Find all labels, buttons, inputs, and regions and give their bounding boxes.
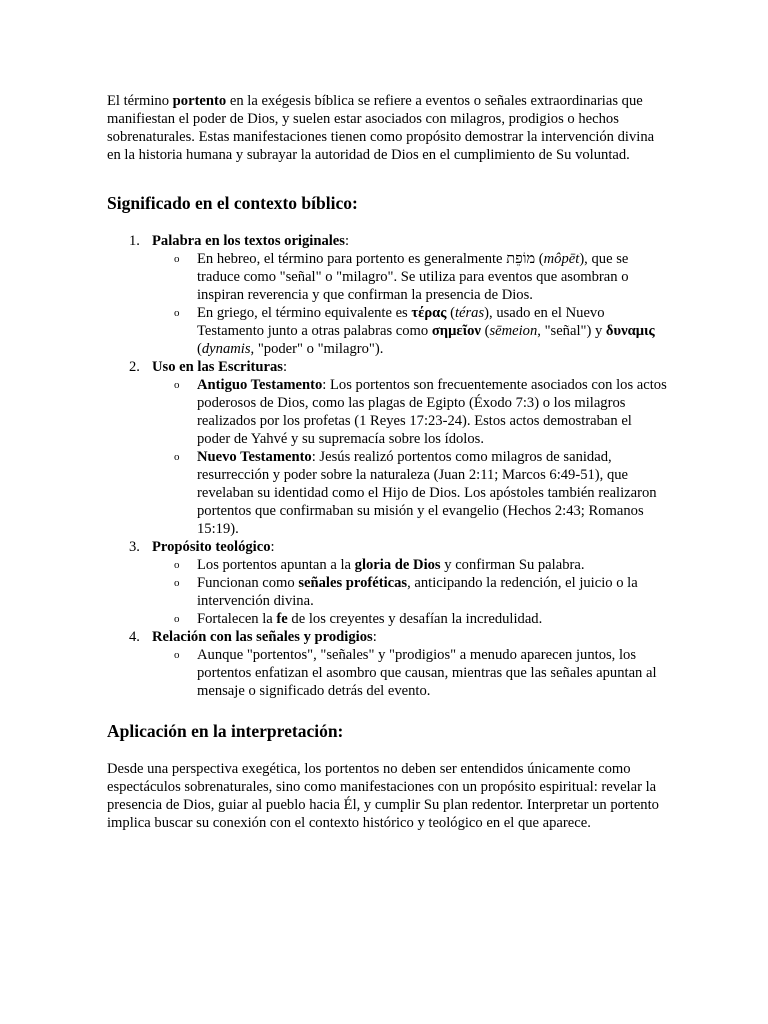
list-item-colon: : (270, 539, 275, 555)
sub-item-text: : Los portentos son frecuentemente asociados con los actos poderosos de Dios, como las plagas de Egipto (Éxodo 7:3) o los milagros realizados por los profetas (1 Reyes 17:23-24). Estos actos demostraban el poder de Yahvé y su supremacía sobre los ídolos. (197, 377, 667, 447)
heading-significado: Significado en el contexto bíblico: (107, 193, 358, 213)
sub-item-antiguo (152, 376, 667, 448)
sub-item-bold: Nuevo Testamento (197, 449, 312, 465)
sub-item-text: , "señal") y (537, 323, 606, 339)
sub-item-fe (152, 610, 667, 628)
sub-item-text: Funcionan como (197, 575, 299, 591)
sub-item-text: Aunque "portentos", "señales" y "prodigios" a menudo aparecen juntos, los portentos enfatizan el asombro que causan, mientras que las señales apuntan al mensaje o significado detrás del evento. (197, 647, 657, 699)
sub-item-text: : Jesús realizó portentos como milagros de sanidad, resurrección y poder sobre la naturaleza (Juan 2:11; Marcos 6:49-51), que revelaban su identidad como el Hijo de Dios. Los apóstoles también realizaron portentos que confirmaban su misión y el evangelio (Hechos 2:43; Romanos 15:19). (197, 449, 657, 537)
sub-item-bold: Antiguo Testamento (197, 377, 323, 393)
sub-item-bold: fe (276, 611, 288, 627)
sub-item-bold: gloria de Dios (354, 557, 441, 573)
sub-item-nuevo (152, 448, 667, 538)
bullet-marker: o (174, 613, 180, 625)
bullet-marker: o (174, 307, 180, 319)
transliteration: sēmeion (489, 323, 538, 339)
sub-list (152, 376, 667, 538)
list-item-title: Palabra en los textos originales (152, 233, 345, 249)
list-item-palabra (107, 232, 667, 358)
sub-item-bold: señales proféticas (298, 575, 408, 591)
greek-word-teras: τέρας (411, 305, 447, 321)
aplicacion-paragraph: Desde una perspectiva exegética, los portentos no deben ser entendidos únicamente como espectáculos sobrenaturales, sino como manifestaciones con un propósito espiritual: revelar la presencia de Dios, guiar al pueblo hacia Él, y cumplir Su plan redentor. Interpretar un portento implica buscar su conexión con el contexto histórico y teológico en el que aparece. (107, 761, 659, 831)
list-item-proposito (107, 538, 667, 628)
bullet-marker: o (174, 253, 180, 265)
heading-aplicacion: Aplicación en la interpretación: (107, 721, 344, 741)
document-content (107, 92, 667, 832)
hebrew-word: מוֹפֵת (506, 251, 536, 267)
list-item-colon: : (344, 233, 350, 249)
sub-list (152, 250, 667, 358)
sub-item-gloria (152, 556, 667, 574)
sub-item-text: En griego, el término equivalente es (197, 305, 412, 321)
sub-item-text: ), que se traduce como "señal" o "milagro". Se utiliza para eventos que asombran o inspiran reverencia y que confirman la presencia de Dios. (197, 251, 629, 303)
bullet-marker: o (174, 577, 180, 589)
sub-item-griego (152, 304, 667, 358)
list-number: 2. (129, 359, 140, 375)
transliteration: dynamis (201, 341, 251, 357)
list-item-relacion (107, 628, 667, 700)
bullet-marker: o (174, 649, 180, 661)
intro-term-portento: portento (172, 93, 227, 109)
bullet-marker: o (174, 559, 180, 571)
sub-item-text: ), usado en el Nuevo Testamento junto a otras palabras como (197, 305, 605, 339)
intro-text: El término (107, 93, 173, 109)
bullet-marker: o (174, 379, 180, 391)
sub-item-senales (152, 574, 667, 610)
sub-item-text: En hebreo, el término para portento es generalmente (197, 251, 507, 267)
sub-item-text: ( (446, 305, 455, 321)
bullet-marker: o (174, 451, 180, 463)
list-number: 1. (129, 233, 140, 249)
sub-list (152, 646, 667, 700)
sub-item-text: ( (480, 323, 490, 339)
sub-item-text: ( (197, 341, 202, 357)
list-number: 4. (129, 629, 140, 645)
sub-list (152, 556, 667, 628)
list-item-title: Relación con las señales y prodigios (152, 629, 373, 645)
list-item-colon: : (282, 359, 288, 375)
intro-paragraph (107, 92, 667, 164)
sub-item-text: de los creyentes y desafían la incredulidad. (287, 611, 543, 627)
sub-item-text: ( (535, 251, 544, 267)
numbered-list (107, 232, 667, 700)
list-item-colon: : (372, 629, 377, 645)
list-item-title: Propósito teológico (152, 539, 271, 555)
list-item-title: Uso en las Escrituras (152, 359, 283, 375)
sub-item-aunque (152, 646, 667, 700)
sub-item-text: y confirman Su palabra. (440, 557, 585, 573)
sub-item-text: Los portentos apuntan a la (197, 557, 355, 573)
intro-text-rest: en la exégesis bíblica se refiere a eventos o señales extraordinarias que manifiestan el poder de Dios, y suelen estar asociados con milagros, prodigios o hechos sobrenaturales. Estas manifestaciones tienen como propósito demostrar la intervención divina en la historia humana y subrayar la autoridad de Dios en el cumplimiento de Su voluntad. (107, 93, 655, 163)
sub-item-text: , "poder" o "milagro"). (250, 341, 384, 357)
sub-item-text: Fortalecen la (197, 611, 277, 627)
greek-word-dynamis: δυναμις (605, 323, 655, 339)
list-number: 3. (129, 539, 140, 555)
sub-item-text: , anticipando la redención, el juicio o la intervención divina. (197, 575, 638, 609)
list-item-uso (107, 358, 667, 538)
transliteration: môpēt (543, 251, 580, 267)
greek-word-semeion: σημεῖον (431, 323, 481, 339)
sub-item-hebreo (152, 250, 667, 304)
transliteration: téras (454, 305, 485, 321)
